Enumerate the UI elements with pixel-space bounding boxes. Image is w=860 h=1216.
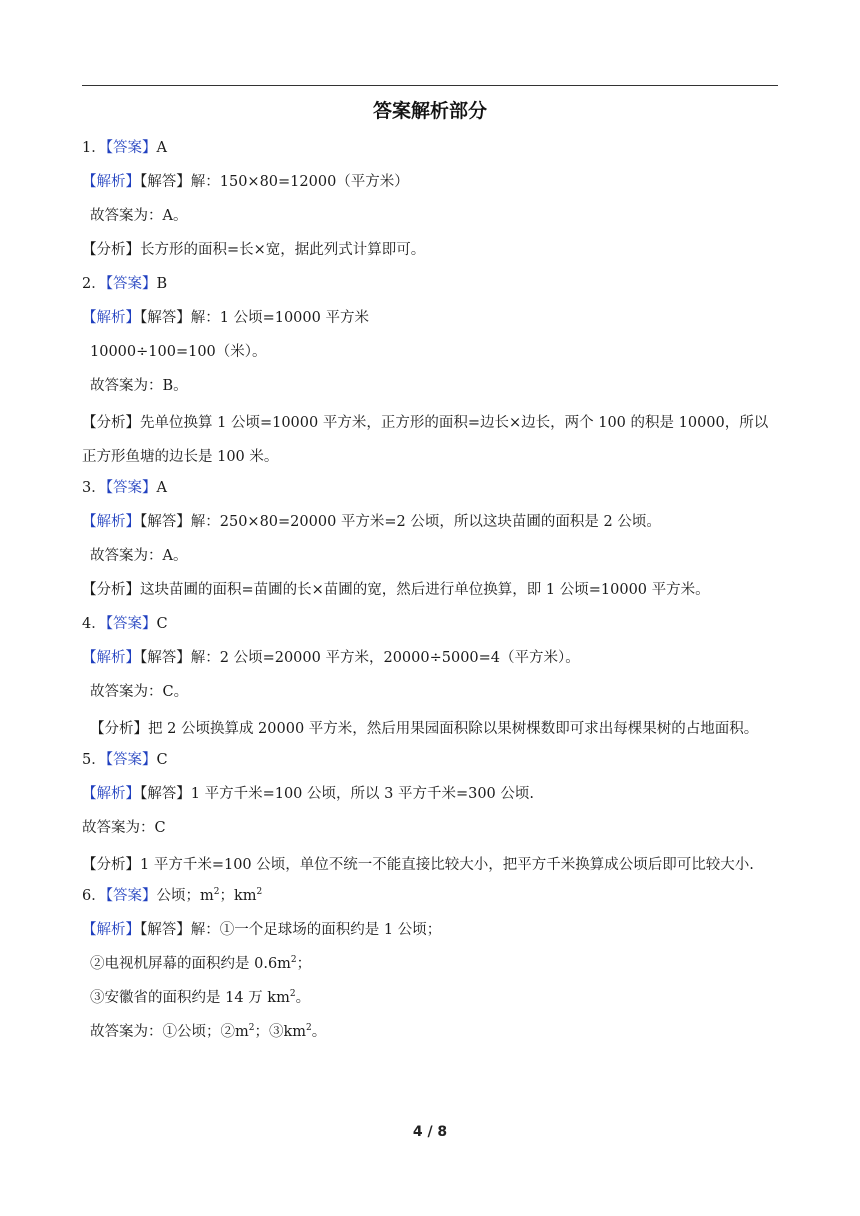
header-rule [82, 85, 778, 86]
q6-sup: 2 [289, 989, 296, 1000]
q6-item3 [82, 984, 782, 1018]
q2-answer-tag[interactable]: 【答案】 [105, 276, 157, 292]
q1-fenxi: 【分析】长方形的面积=长×宽，据此列式计算即可。 [82, 242, 426, 258]
q1-analysis-line [82, 168, 782, 202]
q6-answer-line [82, 882, 782, 916]
page-title: 答案解析部分 [372, 100, 487, 122]
q2-calc: 10000÷100=100（米）。 [90, 344, 267, 360]
q6-sup: 2 [213, 887, 220, 898]
q6-answer-a: 公顷；m [156, 888, 214, 904]
q6-item2-end: ； [296, 956, 312, 972]
q3-analysis-tag[interactable]: 【解析】 [82, 514, 140, 530]
q4-analysis-tag[interactable]: 【解析】 [82, 650, 140, 666]
q4-analysis-line [82, 644, 782, 678]
q6-analysis-line [82, 916, 782, 950]
q3-fenxi: 【分析】这块苗圃的面积=苗圃的长×苗圃的宽，然后进行单位换算，即 1 公顷=10000 平方米。 [82, 582, 710, 598]
q2-solution: 【解答】解：1 公顷=10000 平方米 [140, 310, 369, 326]
q5-fenxi: 【分析】1 平方千米=100 公顷，单位不统一不能直接比较大小，把平方千米换算成公顷后即可比较大小. [82, 857, 754, 873]
q4-solution: 【解答】解：2 公顷=20000 平方米，20000÷5000=4（平方米）。 [140, 650, 580, 666]
q6-sup: 2 [256, 887, 263, 898]
q4-answer: C [156, 616, 168, 632]
q6-answer-b: ；km [219, 888, 257, 904]
q5-analysis-tag[interactable]: 【解析】 [82, 786, 140, 802]
q3-answer-line [82, 474, 782, 508]
q6-result-a: 故答案为：①公顷；②m [90, 1024, 249, 1040]
q6-sup: 2 [290, 955, 297, 966]
q1-number: 1． [82, 140, 106, 156]
q5-result: 故答案为：C [82, 820, 166, 836]
q4-fenxi: 【分析】把 2 公顷换算成 20000 平方米，然后用果园面积除以果树棵数即可求出每棵果树的占地面积。 [90, 721, 759, 737]
q1-analysis-tag[interactable]: 【解析】 [82, 174, 140, 190]
q6-result-end: 。 [311, 1024, 327, 1040]
q2-number: 2． [82, 276, 106, 292]
q2-answer-line [82, 270, 782, 304]
q1-solution: 【解答】解：150×80=12000（平方米） [140, 174, 409, 190]
q6-result [82, 1018, 782, 1052]
q6-number: 6． [82, 888, 106, 904]
q4-result: 故答案为：C。 [90, 684, 189, 700]
q6-sup: 2 [248, 1023, 255, 1034]
q5-analysis-line [82, 780, 782, 814]
q2-answer: B [156, 276, 168, 292]
q4-answer-tag[interactable]: 【答案】 [105, 616, 157, 632]
q3-answer: A [156, 480, 167, 496]
q2-analysis-tag[interactable]: 【解析】 [82, 310, 140, 326]
q2-analysis-line [82, 304, 782, 338]
page-number: 4 / 8 [412, 1124, 448, 1140]
answer-content [82, 134, 782, 1052]
q2-fenxi: 【分析】先单位换算 1 公顷=10000 平方米，正方形的面积=边长×边长，两个 100 的积是 10000，所以正方形鱼塘的边长是 100 米。 [82, 415, 769, 465]
q4-number: 4． [82, 616, 106, 632]
q3-number: 3． [82, 480, 106, 496]
q5-answer-tag[interactable]: 【答案】 [105, 752, 157, 768]
q3-analysis-line [82, 508, 782, 542]
q1-answer-tag[interactable]: 【答案】 [105, 140, 157, 156]
q6-item3-text: ③安徽省的面积约是 14 万 km [90, 990, 290, 1006]
q1-answer-line [82, 134, 782, 168]
q2-result: 故答案为：B。 [90, 378, 188, 394]
q5-answer: C [156, 752, 168, 768]
q6-item2 [82, 950, 782, 984]
q5-answer-line [82, 746, 782, 780]
q1-result: 故答案为：A。 [90, 208, 188, 224]
q6-solution: 【解答】解：①一个足球场的面积约是 1 公顷； [140, 922, 442, 938]
q3-answer-tag[interactable]: 【答案】 [105, 480, 157, 496]
q6-result-b: ；③km [254, 1024, 307, 1040]
q6-answer-tag[interactable]: 【答案】 [105, 888, 157, 904]
q6-analysis-tag[interactable]: 【解析】 [82, 922, 140, 938]
q6-item3-end: 。 [295, 990, 311, 1006]
q1-answer: A [156, 140, 167, 156]
q5-solution: 【解答】1 平方千米=100 公顷，所以 3 平方千米=300 公顷. [140, 786, 535, 802]
q3-solution: 【解答】解：250×80=20000 平方米=2 公顷，所以这块苗圃的面积是 2 公顷。 [140, 514, 661, 530]
q4-answer-line [82, 610, 782, 644]
q5-number: 5． [82, 752, 106, 768]
q3-result: 故答案为：A。 [90, 548, 188, 564]
q6-sup: 2 [306, 1023, 312, 1034]
q6-item2-text: ②电视机屏幕的面积约是 0.6m [90, 956, 291, 972]
